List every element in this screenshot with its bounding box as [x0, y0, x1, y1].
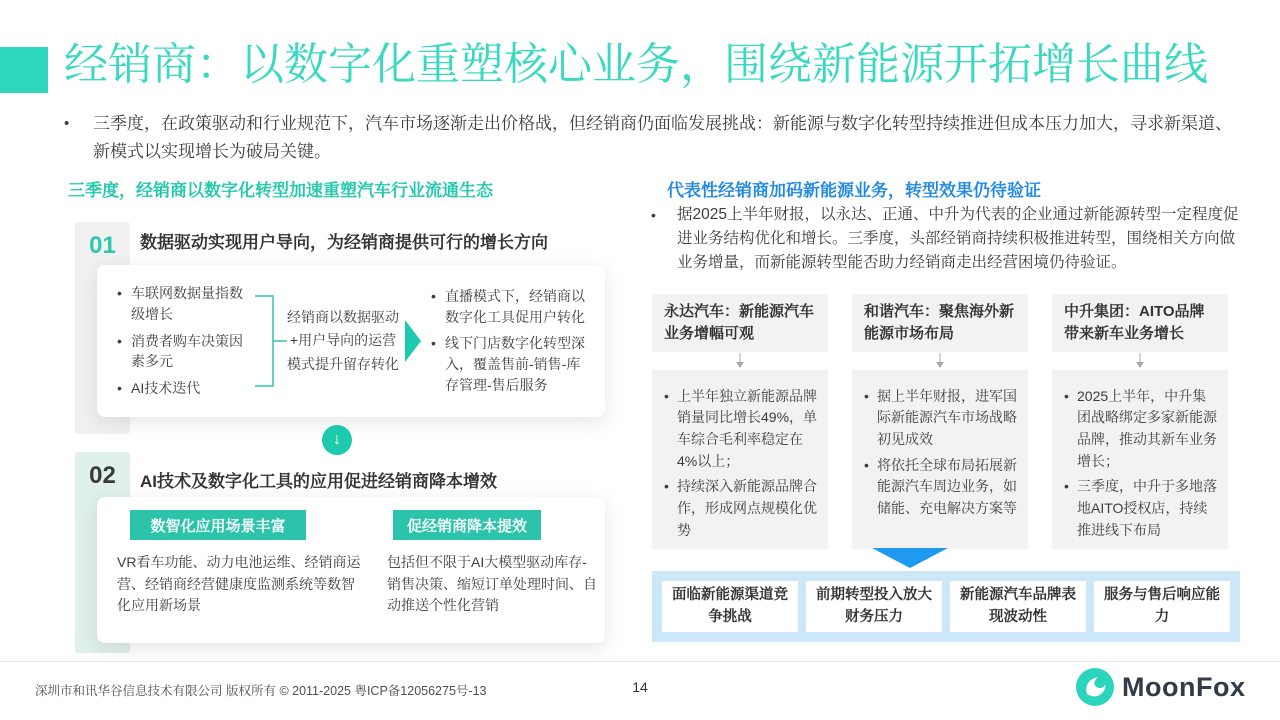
outcome-list — [429, 281, 593, 401]
company-column-hexie — [852, 294, 1028, 549]
right-intro-paragraph — [651, 203, 1241, 275]
company-column-zhongsheng — [1052, 294, 1228, 549]
down-arrow-blue-icon — [872, 548, 948, 573]
driver-list — [115, 276, 253, 405]
list-item: • 将依托全球布局拓展新能源汽车周边业务，如储能、充电解决方案等 — [862, 455, 1020, 520]
down-arrow-circle-icon: ↓ — [322, 425, 352, 455]
bullet-dot: • — [651, 207, 656, 223]
moonfox-logo — [1076, 668, 1245, 706]
down-arrow-icon — [652, 352, 828, 370]
page-number: 14 — [632, 679, 648, 695]
company-points — [652, 370, 828, 549]
tag-detail: 包括但不限于AI大模型驱动库存-销售决策、缩短订单处理时间、自动推送个性化营销 — [387, 554, 597, 614]
right-intro-text: 据2025上半年财报，以永达、正通、中升为代表的企业通过新能源转型一定程度促进业务结构优化和增长。三季度，头部经销商持续积极推进转型，围绕相关方向做业务增量，而新能源转型能否助力经销商走出经营困境仍待验证。 — [677, 206, 1239, 272]
company-title: 中升集团：AITO品牌带来新车业务增长 — [1052, 294, 1228, 352]
company-points — [1052, 370, 1228, 549]
right-arrow-icon — [405, 320, 421, 362]
block2-heading: AI技术及数字化工具的应用促进经销商降本增效 — [140, 472, 497, 491]
intro-paragraph — [64, 110, 1232, 165]
bracket-connector-icon — [253, 282, 287, 400]
list-item: • 三季度，中升于多地落地AITO授权店，持续推进线下布局 — [1062, 476, 1220, 541]
down-arrow-icon — [1052, 352, 1228, 370]
left-section-subtitle: 三季度，经销商以数字化转型加速重塑汽车行业流通生态 — [68, 181, 493, 200]
challenges-band — [652, 571, 1240, 642]
tag-detail: VR看车功能、动力电池运维、经销商运营、经销商经营健康度监测系统等数智化应用新场景 — [117, 554, 361, 614]
brand-wordmark: MoonFox — [1122, 671, 1246, 702]
block-number: 02 — [89, 462, 116, 489]
footer-divider — [0, 661, 1280, 662]
block1-middle-note: 经销商以数据驱动+用户导向的运营模式提升留存转化 — [287, 309, 399, 372]
title-accent-square — [0, 47, 48, 93]
company-points — [852, 370, 1028, 549]
challenge-box: 前期转型投入放大财务压力 — [806, 581, 942, 631]
list-item: • 持续深入新能源品牌合作，形成网点规模化优势 — [662, 476, 820, 541]
down-arrow-icon — [852, 352, 1028, 370]
page-title: 经销商：以数字化重塑核心业务，围绕新能源开拓增长曲线 — [64, 40, 1208, 89]
block-number: 01 — [89, 232, 116, 259]
copyright-text: 深圳市和讯华谷信息技术有限公司 版权所有 © 2011-2025 粤ICP备12056275号-13 — [35, 684, 487, 698]
company-title: 和谐汽车：聚焦海外新能源市场布局 — [852, 294, 1028, 352]
list-item: • 线下门店数字化转型深入，覆盖售前-销售-库存管理-售后服务 — [429, 333, 593, 396]
moonfox-logo-icon — [1076, 668, 1114, 706]
bullet-dot: • — [64, 115, 70, 132]
company-column-yongda — [652, 294, 828, 549]
list-item: • 上半年独立新能源品牌销量同比增长49%，单车综合毛利率稳定在4%以上； — [662, 386, 820, 473]
intro-text: 三季度，在政策驱动和行业规范下，汽车市场逐渐走出价格战，但经销商仍面临发展挑战：新能源与数字化转型持续推进但成本压力加大，寻求新渠道、新模式以实现增长为破局关键。 — [93, 114, 1232, 161]
list-item: • 消费者购车决策因素多元 — [115, 331, 253, 372]
tag-label: 促经销商降本提效 — [393, 510, 541, 540]
list-item: • 据上半年财报，进军国际新能源汽车市场战略初见成效 — [862, 386, 1020, 451]
company-title: 永达汽车：新能源汽车业务增幅可观 — [652, 294, 828, 352]
block2-card — [97, 497, 605, 643]
challenge-box: 面临新能源渠道竞争挑战 — [662, 581, 798, 631]
right-section-subtitle: 代表性经销商加码新能源业务，转型效果仍待验证 — [667, 181, 1041, 200]
challenge-box: 新能源汽车品牌表现波动性 — [950, 581, 1086, 631]
challenge-box: 服务与售后响应能力 — [1094, 581, 1230, 631]
block1-card — [97, 265, 605, 417]
block1-heading: 数据驱动实现用户导向，为经销商提供可行的增长方向 — [140, 233, 548, 252]
tag-label: 数智化应用场景丰富 — [130, 510, 306, 540]
list-item: • 车联网数据量指数级增长 — [115, 283, 253, 324]
list-item: • 2025上半年，中升集团战略绑定多家新能源品牌，推动其新车业务增长； — [1062, 386, 1220, 473]
list-item: • 直播模式下，经销商以数字化工具促用户转化 — [429, 286, 593, 328]
list-item: • AI技术迭代 — [115, 378, 253, 398]
